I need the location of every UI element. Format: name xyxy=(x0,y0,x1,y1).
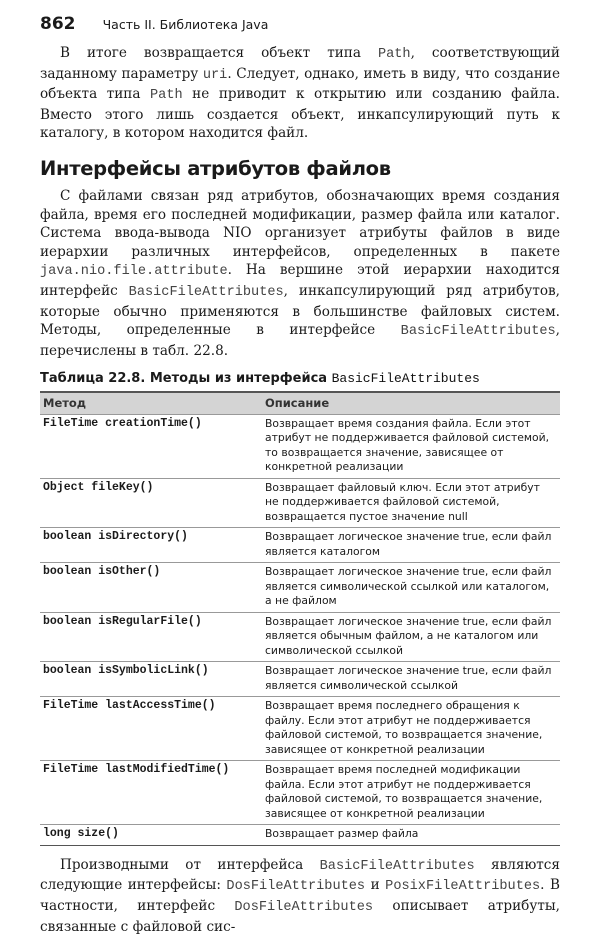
running-header xyxy=(40,14,560,34)
paragraph-file-attributes xyxy=(40,187,560,360)
text: Производными от интерфейса xyxy=(60,856,320,873)
page-number: 862 xyxy=(40,14,76,34)
methods-table xyxy=(40,391,560,846)
method-signature: FileTime creationTime() xyxy=(43,416,202,430)
method-description: Возвращает время последней модификации файла. Если этот атрибут не поддерживается файловой системой, то возвращается значение, зависящее от конкретной реализации xyxy=(265,763,543,820)
table-row xyxy=(40,414,560,478)
text: не приводит к открытию или созданию файла. Вместо этого лишь создается объект, инкапсулирующий путь к каталогу, в котором находится файл. xyxy=(40,86,560,142)
text: В итоге возвращается объект типа xyxy=(60,45,378,61)
method-signature: long size() xyxy=(43,827,119,841)
code: Path xyxy=(150,88,183,104)
code: PosixFileAttributes xyxy=(385,879,541,895)
method-description: Возвращает время последнего обращения к файлу. Если этот атрибут не поддерживается файловой системой, то возвращается значение, зависящее от конкретной реализации xyxy=(265,699,543,756)
method-signature: boolean isOther() xyxy=(43,565,161,579)
method-description: Возвращает логическое значение true, если файл является каталогом xyxy=(265,530,552,558)
code: BasicFileAttributes xyxy=(128,284,284,300)
text: являются следующие интерфейсы: xyxy=(40,856,560,894)
method-signature: boolean isRegularFile() xyxy=(43,614,202,628)
column-header-description: Описание xyxy=(265,396,330,411)
text: . В частности, интерфейс xyxy=(40,877,560,914)
table-caption xyxy=(40,370,560,387)
code: uri xyxy=(202,67,228,83)
paragraph-derived-interfaces xyxy=(40,856,560,936)
code: BasicFileAttributes xyxy=(319,858,475,874)
code: DosFileAttributes xyxy=(226,879,366,895)
method-description: Возвращает логическое значение true, если файл является обычным файлом, а не каталогом или символической ссылкой xyxy=(265,614,552,657)
table-row xyxy=(40,612,560,662)
method-signature: Object fileKey() xyxy=(43,480,154,494)
section-heading: Интерфейсы атрибутов файлов xyxy=(40,156,391,180)
method-description: Возвращает логическое значение true, если файл является символической ссылкой xyxy=(265,664,552,692)
table-row xyxy=(40,825,560,846)
method-signature: boolean isDirectory() xyxy=(43,530,188,544)
code: DosFileAttributes xyxy=(234,900,374,915)
text: С файлами связан ряд атрибутов, обозначающих время создания файла, время его последней модификации, размер файла или каталог. Система ввода-вывода NIO организует атрибуты файлов в виде иерархии различных интерфейсов, определенных в пакете xyxy=(40,187,560,260)
code: BasicFileAttributes xyxy=(400,324,556,340)
table-body xyxy=(40,414,560,845)
text: описывает атрибуты, связанные с файловой сис- xyxy=(40,898,560,935)
text: . На вершине этой иерархии находится интерфейс xyxy=(40,262,560,299)
method-description: Возвращает логическое значение true, если файл является символической ссылкой или каталогом, а не файлом xyxy=(265,565,552,608)
table-row xyxy=(40,662,560,697)
table-row xyxy=(40,761,560,825)
caption-code: BasicFileAttributes xyxy=(331,371,480,387)
running-title: Часть II. Библиотека Java xyxy=(102,17,269,32)
method-description: Возвращает время создания файла. Если этот атрибут не поддерживается файловой системой, то возвращается значение, зависящее от конкретной реализации xyxy=(265,416,550,474)
table-row xyxy=(40,478,560,528)
caption-text: Таблица 22.8. Методы из интерфейса xyxy=(40,371,332,387)
code: java.nio.file.attribute xyxy=(40,264,228,280)
text: , соответствующий заданному параметру xyxy=(40,45,560,82)
text: , перечислены в табл. 22.8. xyxy=(40,322,560,359)
method-signature: FileTime lastAccessTime() xyxy=(43,699,216,713)
method-description: Возвращает файловый ключ. Если этот атрибут не поддерживается файловой системой, возвращается пустое значение null xyxy=(265,480,540,523)
column-header-method: Метод xyxy=(43,396,87,411)
code: Path xyxy=(377,47,411,62)
method-signature: boolean isSymbolicLink() xyxy=(43,664,209,678)
table-row xyxy=(40,563,560,613)
method-signature: FileTime lastModifiedTime() xyxy=(43,763,230,777)
table-row xyxy=(40,528,560,563)
paragraph-path-result xyxy=(40,44,560,143)
table-row xyxy=(40,697,560,761)
text: , инкапсулирующий ряд атрибутов, которые обычно применяются в большинстве файловых систем. Методы, определенные в интерфейсе xyxy=(40,282,561,339)
text: и xyxy=(365,877,386,894)
table-header-row xyxy=(40,392,560,414)
method-description: Возвращает размер файла xyxy=(265,827,419,841)
text: . Следует, однако, иметь в виду, что создание объекта типа xyxy=(40,65,561,103)
